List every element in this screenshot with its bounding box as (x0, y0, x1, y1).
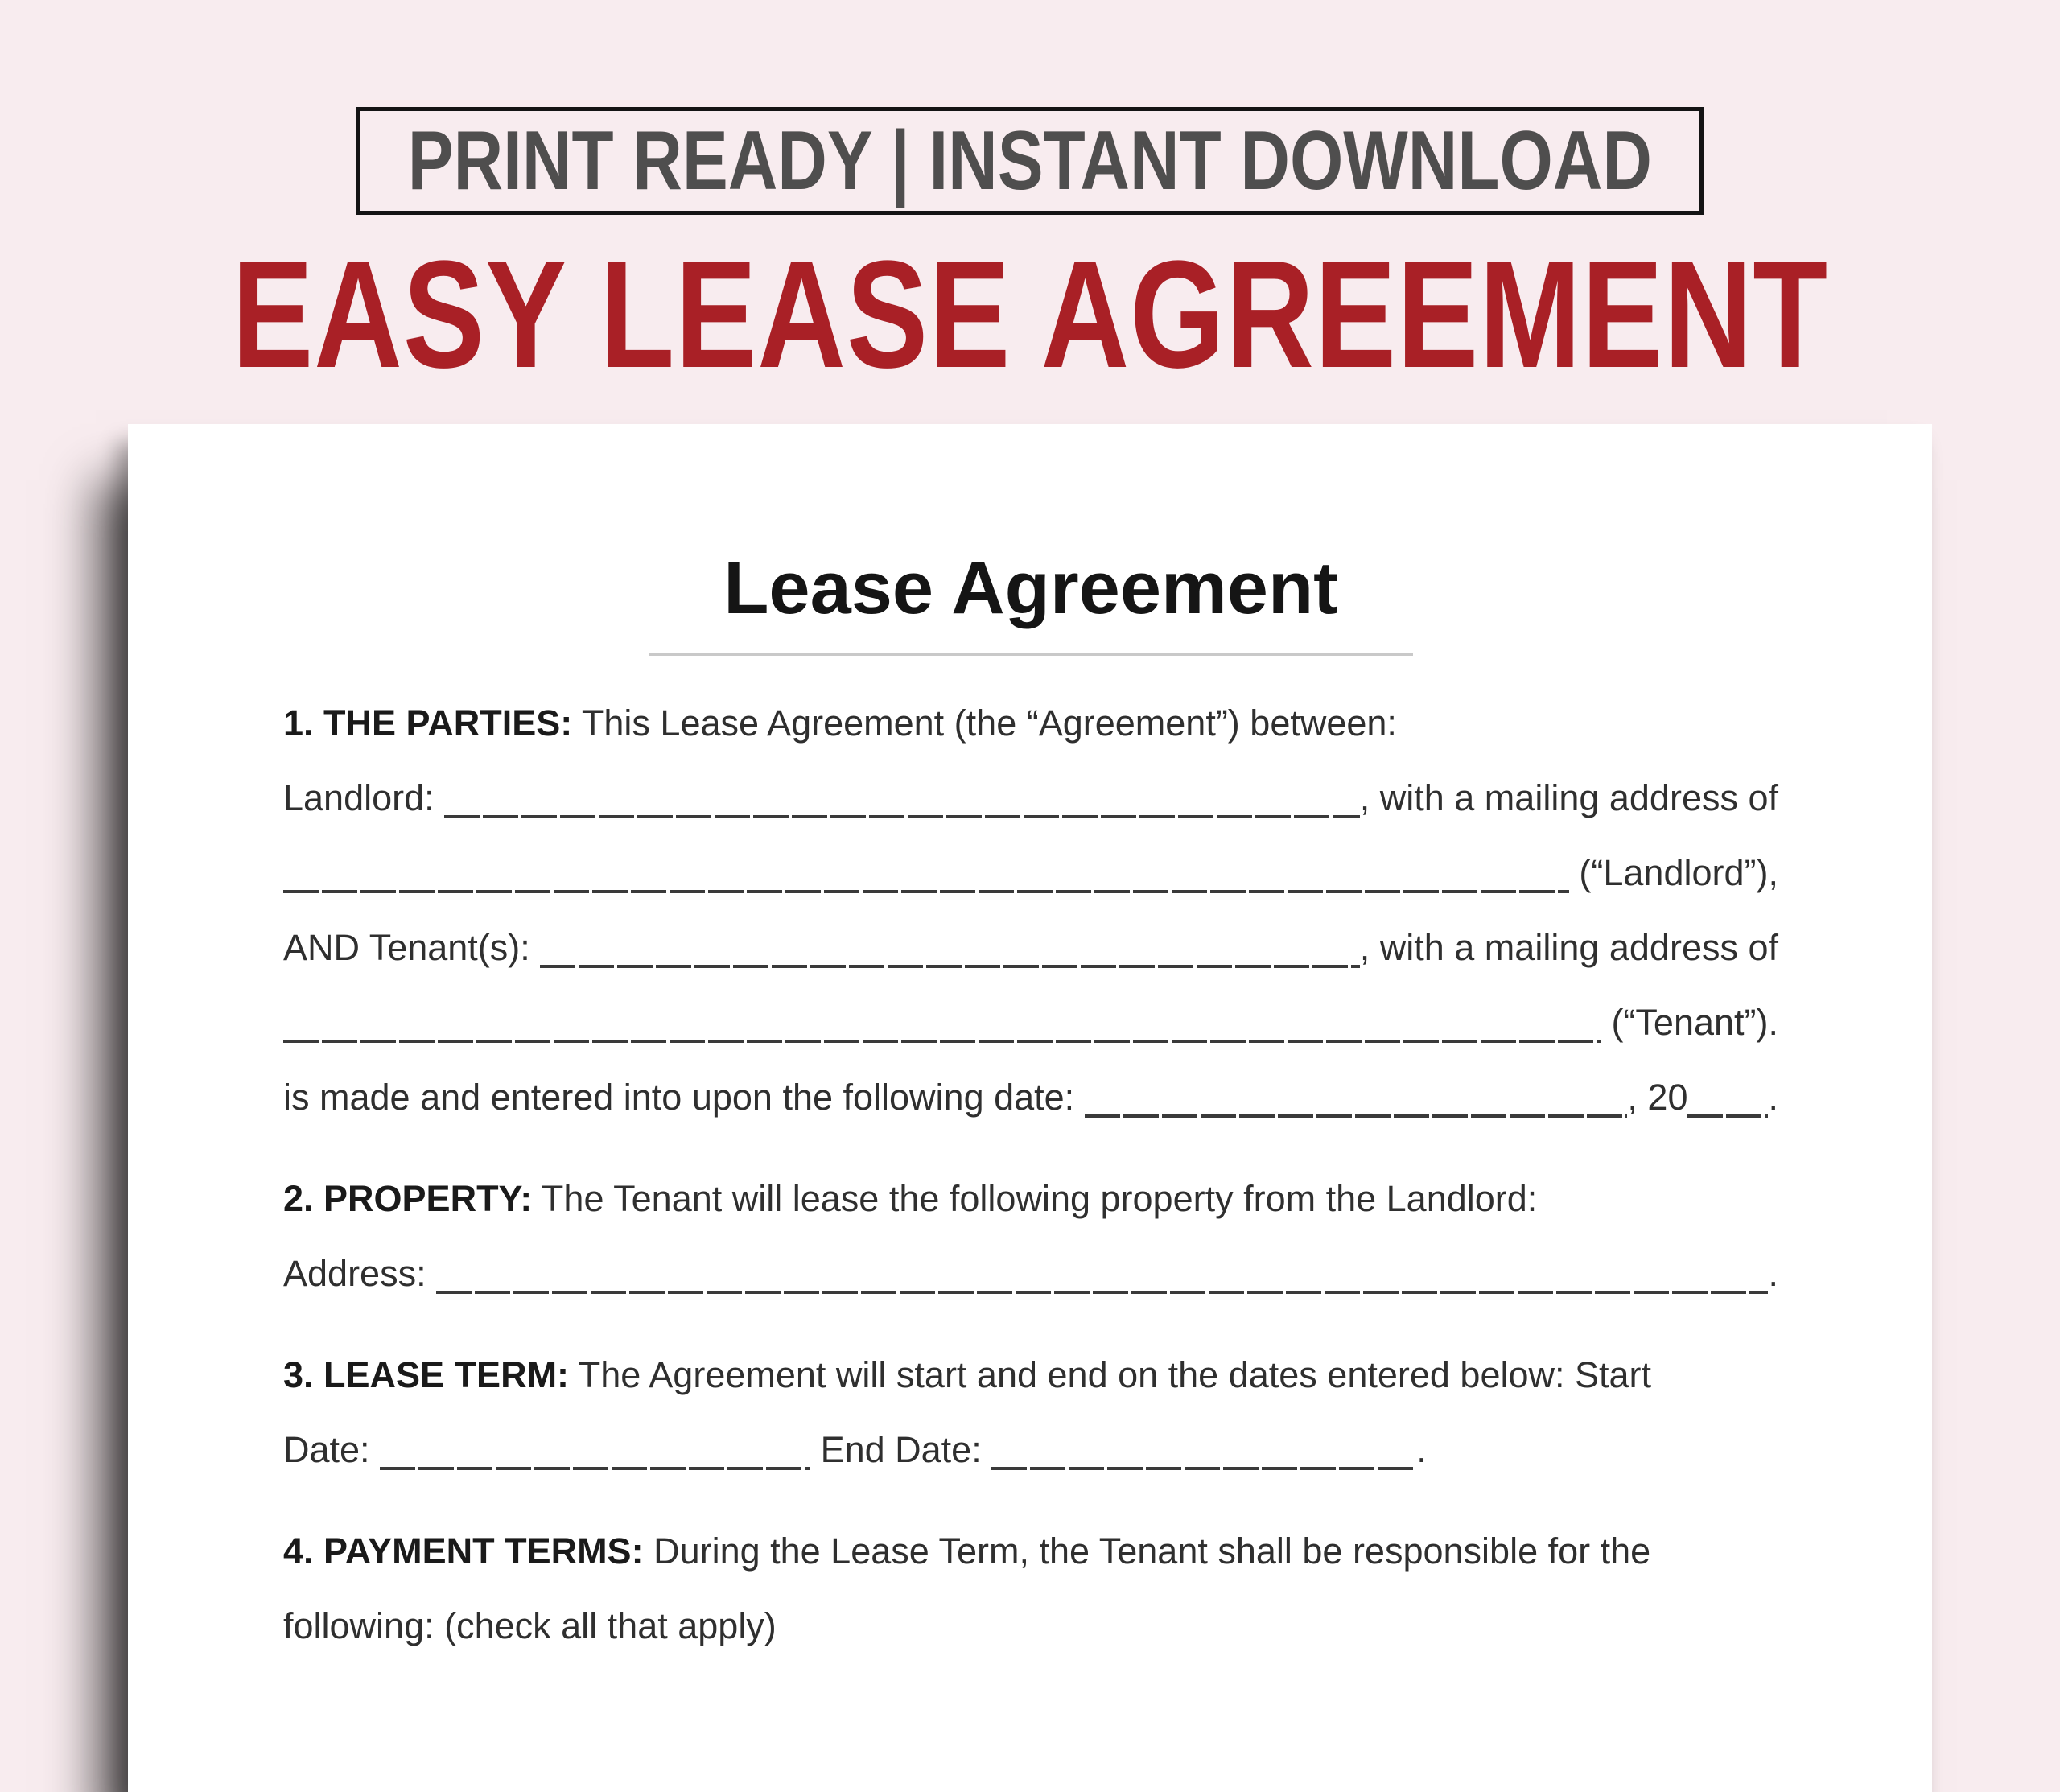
section-payment-terms (283, 1530, 1778, 1680)
fill-in-blank-line (1085, 1105, 1628, 1118)
fill-in-blank-line (380, 1457, 810, 1470)
section-heading-text: 1. THE PARTIES: (283, 702, 573, 744)
document-line (283, 1530, 1778, 1605)
body-text: . (1768, 1077, 1778, 1118)
document-line (283, 1253, 1778, 1328)
body-text: Date: (283, 1429, 381, 1470)
document-line (283, 1605, 1778, 1680)
fill-in-blank-line (283, 880, 1569, 893)
fill-in-blank-line (540, 955, 1359, 968)
print-ready-badge-label: PRINT READY | INSTANT DOWNLOAD (407, 113, 1653, 208)
document-line (283, 777, 1778, 852)
document-line (283, 1429, 1778, 1504)
body-text: , 20 (1627, 1077, 1688, 1118)
body-text: (“Tenant”). (1601, 1002, 1778, 1043)
body-text: The Tenant will lease the following property from the Landlord: (532, 1178, 1538, 1219)
title-divider (649, 653, 1413, 656)
document-line (283, 702, 1778, 777)
body-text: During the Lease Term, the Tenant shall be responsible for the (643, 1530, 1651, 1572)
fill-in-blank-line (1687, 1105, 1768, 1118)
body-text: Address: (283, 1253, 437, 1294)
fill-in-blank-line (444, 805, 1360, 818)
section-heading-text: 3. LEASE TERM: (283, 1354, 570, 1395)
print-ready-badge (356, 107, 1704, 215)
document-line (283, 1002, 1778, 1077)
body-text: Landlord: (283, 777, 445, 818)
body-text: AND Tenant(s): (283, 927, 541, 968)
section-lease-term (283, 1354, 1778, 1504)
body-text: (“Landlord”), (1568, 852, 1778, 893)
document-line (283, 1077, 1778, 1151)
section-property (283, 1178, 1778, 1328)
section-heading-text: 2. PROPERTY: (283, 1178, 533, 1219)
document-line (283, 927, 1778, 1002)
fill-in-blank-line (283, 1030, 1601, 1043)
body-text: . (1416, 1429, 1427, 1470)
body-text: , with a mailing address of (1359, 777, 1778, 818)
fill-in-blank-line (436, 1281, 1768, 1294)
section-heading-text: 4. PAYMENT TERMS: (283, 1530, 644, 1572)
fill-in-blank-line (991, 1457, 1416, 1470)
body-text: , with a mailing address of (1359, 927, 1778, 968)
lease-agreement-paper (128, 424, 1932, 1792)
body-text: End Date: (810, 1429, 992, 1470)
document-line (283, 1178, 1778, 1253)
body-text: following: (check all that apply) (283, 1605, 777, 1646)
section-parties (283, 702, 1778, 1151)
document-line (283, 1354, 1778, 1429)
document-title: Lease Agreement (723, 547, 1338, 629)
body-text: . (1768, 1253, 1778, 1294)
poster-title (0, 229, 2060, 400)
body-text: This Lease Agreement (the “Agreement”) between: (572, 702, 1397, 744)
document-body (283, 702, 1778, 1680)
body-text: The Agreement will start and end on the dates entered below: Start (569, 1354, 1652, 1395)
body-text: is made and entered into upon the following date: (283, 1077, 1085, 1118)
poster-title-text: EASY LEASE AGREEMENT (232, 229, 1828, 400)
document-line (283, 852, 1778, 927)
